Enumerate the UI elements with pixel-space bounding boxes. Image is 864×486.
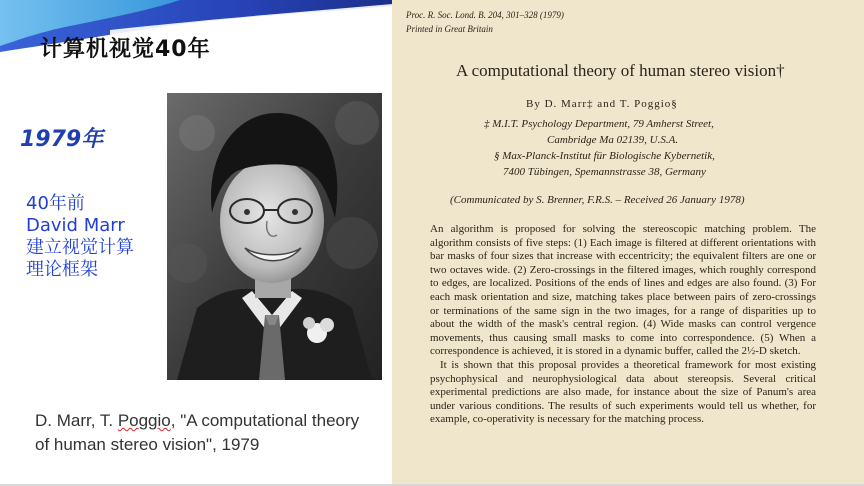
description-line: 理论框架 [26, 259, 98, 280]
citation-text-end: , "A computational theory of human stereo vision", 1979 [35, 411, 360, 454]
printed-line: Printed in Great Britain [406, 24, 493, 34]
title-banner [0, 0, 392, 70]
paper-authors: By D. Marr‡ and T. Poggio§ [526, 98, 678, 110]
abstract-paragraph: It is shown that this proposal provides a theoretical framework for most existing psychophysical and neurophysiological data about stereopsis. Several critical experimental predictions are also made, for instance about the size of Panum's area under various conditions. The results of such experiments would tell us whether, for example, co-operativity is necessary for the matching process. [430, 358, 816, 426]
communicated-line: (Communicated by S. Brenner, F.R.S. – Received 26 January 1978) [450, 194, 745, 206]
paper-title: A computational theory of human stereo vision† [456, 61, 785, 80]
portrait-image [167, 93, 382, 380]
affiliation-line: Cambridge Ma 02139, U.S.A. [547, 134, 679, 146]
year-label: 1979年 [20, 127, 104, 152]
abstract-paragraph: An algorithm is proposed for solving the stereoscopic matching problem. The algorithm consists of five steps: (1) Each image is filtered at different orientations with bar masks of four sizes that increase with eccentricity; the equivalent filters are one or two octaves wide. (2) Zero-crossings in the filtered images, which roughly correspond to edges, are localized. Positions of the ends of lines and edges are also found. (3) For each mask orientation and size, matching takes place between pairs of zero-crossings or terminations of the same sign in the two images, for a range of disparities up to about the width of the mask's central region. (4) Wide masks can control vergence movements, thus causing small masks to come into correspondence. (5) When a correspondence is achieved, it is stored in a dynamic buffer, called the 2½-D sketch. [430, 223, 816, 358]
description-line: David Marr [26, 215, 125, 236]
description-line: 40年前 [26, 193, 85, 214]
journal-line: Proc. R. Soc. Lond. B. 204, 301–328 (1979) [406, 10, 564, 20]
paper-abstract [430, 223, 816, 427]
affiliation-line: 7400 Tübingen, Spemannstrasse 38, Germany [503, 166, 706, 178]
citation-author-flagged: Poggio [117, 411, 171, 430]
description-block [26, 193, 134, 281]
slide-title: 计算机视觉40年 [40, 37, 211, 62]
citation [35, 409, 375, 457]
citation-text-start: D. Marr, T. [35, 411, 118, 430]
affiliation-line: ‡ M.I.T. Psychology Department, 79 Amherst Street, [484, 118, 714, 130]
portrait-photo [167, 93, 382, 380]
affiliation-line: § Max-Planck-Institut für Biologische Kybernetik, [494, 150, 715, 162]
description-line: 建立视觉计算 [26, 237, 134, 258]
paper-scan [392, 0, 864, 486]
